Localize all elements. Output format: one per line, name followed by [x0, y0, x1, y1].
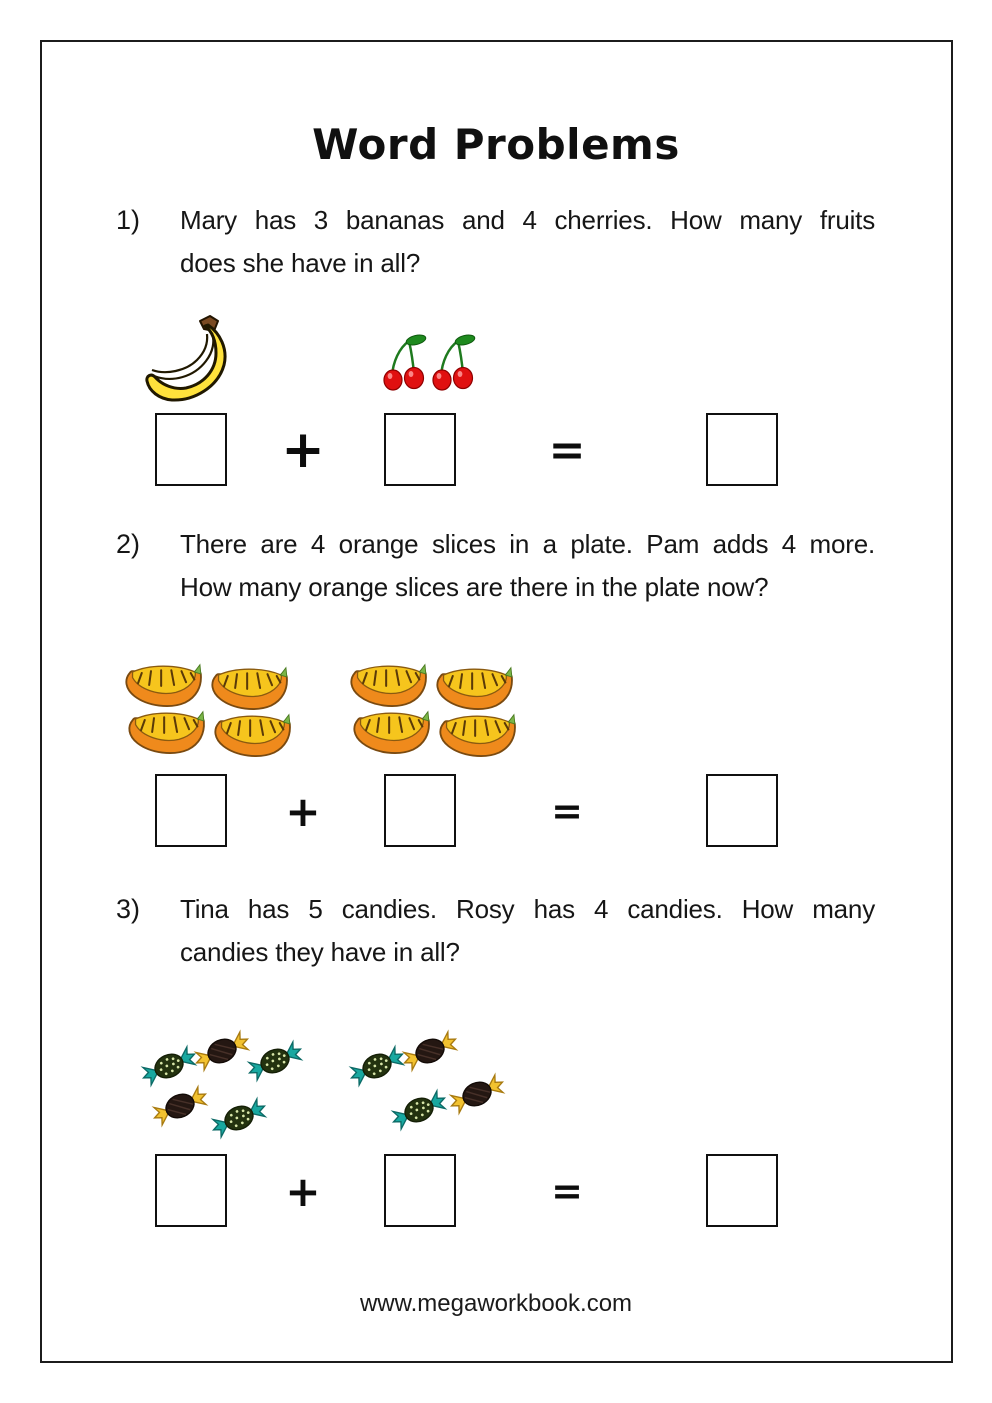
orange-slice-icon [346, 661, 430, 709]
orange-slice-icon [432, 664, 516, 712]
candies-group-2 [340, 1025, 510, 1150]
answer-box-1-addend-1[interactable] [155, 413, 227, 486]
answer-box-1-sum[interactable] [706, 413, 778, 486]
answer-box-1-addend-2[interactable] [384, 413, 456, 486]
answer-box-2-sum[interactable] [706, 774, 778, 847]
page-title: Word Problems [312, 120, 680, 169]
problem-3-line-1: Tina has 5 candies. Rosy has 4 candies. How many [180, 894, 875, 924]
orange-slice-icon [121, 661, 205, 709]
orange-slices-group-2 [345, 659, 521, 761]
equals-sign-3: = [551, 1169, 583, 1213]
orange-slice-icon [435, 711, 519, 759]
equals-sign-1: = [548, 424, 586, 476]
problem-2-number: 2) [116, 529, 141, 559]
problem-3-line-2: candies they have in all? [180, 937, 460, 967]
equals-sign-2: = [551, 789, 583, 833]
orange-slice-icon [207, 664, 291, 712]
problem-2-line-2: How many orange slices are there in the plate now? [180, 572, 769, 602]
problem-1-line-1: Mary has 3 bananas and 4 cherries. How many fruits [180, 205, 875, 235]
answer-box-2-addend-1[interactable] [155, 774, 227, 847]
orange-slice-icon [349, 708, 433, 756]
website-footer: www.megaworkbook.com [359, 1290, 633, 1317]
plus-sign-1: + [281, 420, 325, 480]
candies-group-1 [132, 1025, 312, 1150]
plus-sign-3: + [285, 1166, 321, 1216]
orange-slice-icon [124, 708, 208, 756]
problem-1-number: 1) [116, 205, 141, 235]
banana-bunch-icon [142, 313, 248, 409]
cherry-pair-icon [432, 331, 476, 393]
answer-box-3-addend-1[interactable] [155, 1154, 227, 1227]
orange-slices-group-1 [120, 659, 296, 761]
problem-1-line-2: does she have in all? [180, 248, 421, 278]
answer-box-3-addend-2[interactable] [384, 1154, 456, 1227]
cherries-group [383, 331, 479, 393]
candy-icon [395, 1022, 466, 1079]
cherry-pair-icon [383, 331, 427, 393]
plus-sign-2: + [285, 786, 321, 836]
orange-slice-icon [210, 711, 294, 759]
candy-icon [204, 1089, 275, 1146]
problem-2-line-1: There are 4 orange slices in a plate. Pam adds 4 more. [180, 529, 875, 559]
answer-box-2-addend-2[interactable] [384, 774, 456, 847]
answer-box-3-sum[interactable] [706, 1154, 778, 1227]
candy-icon [442, 1065, 513, 1122]
problem-3-number: 3) [116, 894, 141, 924]
